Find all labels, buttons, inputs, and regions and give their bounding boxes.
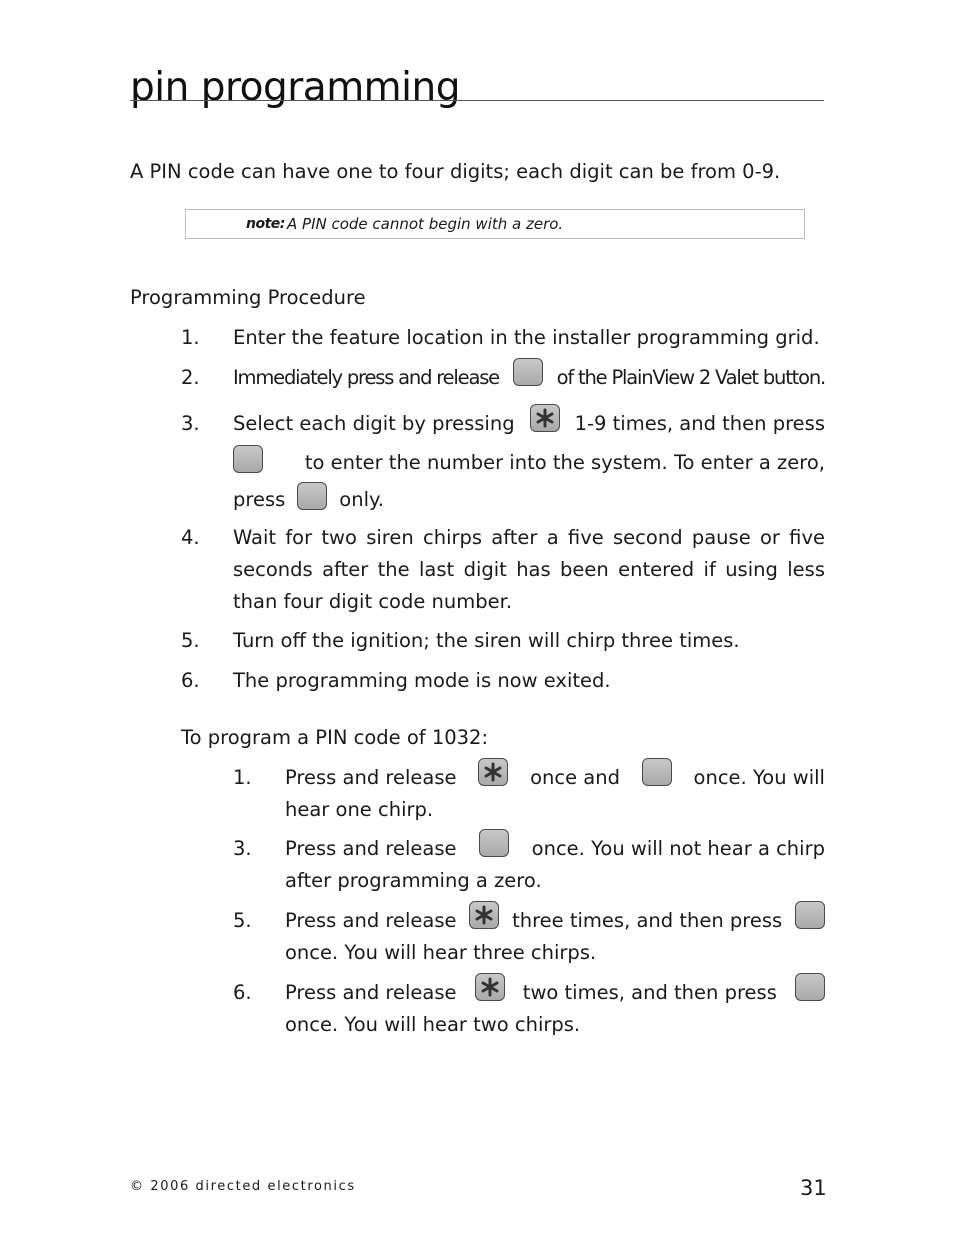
step-text: Wait for two siren chirps after a five second pause or five seconds after the last digit has been entered if using less than four digit code number. xyxy=(233,526,825,613)
step-number: 2. xyxy=(181,366,200,389)
valet-button-icon xyxy=(479,829,509,857)
page-number: 31 xyxy=(800,1176,827,1200)
step-text: to enter the number into the system. To enter a zero, xyxy=(304,451,825,474)
step-text: once. You will hear three chirps. xyxy=(285,941,597,964)
star-button-icon xyxy=(475,973,505,1001)
step-number: 5. xyxy=(233,909,252,932)
step-text: three times, and then press xyxy=(512,909,783,932)
star-button-icon xyxy=(478,758,508,786)
example-heading: To program a PIN code of 1032: xyxy=(181,726,489,749)
copyright-footer: © 2006 directed electronics xyxy=(130,1179,356,1194)
step-text: once and xyxy=(530,766,620,789)
procedure-heading: Programming Procedure xyxy=(130,286,366,309)
step-number: 3. xyxy=(181,412,200,435)
valet-button-icon xyxy=(513,358,543,386)
step-text: 1-9 times, and then press xyxy=(574,412,825,435)
page-title: pin programming xyxy=(130,65,460,110)
step-text: hear one chirp. xyxy=(285,798,434,821)
valet-button-icon xyxy=(795,973,825,1001)
step-text: two times, and then press xyxy=(522,981,777,1004)
step-number: 1. xyxy=(181,326,200,349)
step-text: of the PlainView 2 Valet button. xyxy=(556,366,825,389)
step-text: The programming mode is now exited. xyxy=(233,669,611,692)
step-text: Press and release xyxy=(285,981,457,1004)
step-text: press xyxy=(233,488,286,511)
step-number: 6. xyxy=(233,981,252,1004)
valet-button-icon xyxy=(297,482,327,510)
valet-button-icon xyxy=(642,758,672,786)
star-button-icon xyxy=(530,404,560,432)
step-number: 6. xyxy=(181,669,200,692)
step-text: Turn off the ignition; the siren will chirp three times. xyxy=(233,629,740,652)
title-rule xyxy=(130,100,824,101)
step-text: Select each digit by pressing xyxy=(233,412,515,435)
intro-text: A PIN code can have one to four digits; each digit can be from 0-9. xyxy=(130,160,781,183)
step-text: Immediately press and release xyxy=(233,366,499,389)
star-button-icon xyxy=(469,901,499,929)
step-number: 4. xyxy=(181,526,200,549)
step-text: Press and release xyxy=(285,909,457,932)
step-number: 5. xyxy=(181,629,200,652)
note-text: A PIN code cannot begin with a zero. xyxy=(287,215,564,233)
step-number: 1. xyxy=(233,766,252,789)
step-text: Press and release xyxy=(285,766,457,789)
step-text: only. xyxy=(339,488,384,511)
step-text: once. You will hear two chirps. xyxy=(285,1013,581,1036)
note-label: note: xyxy=(246,216,285,232)
step-text: once. You will not hear a chirp xyxy=(531,837,825,860)
valet-button-icon xyxy=(795,901,825,929)
step-text: after programming a zero. xyxy=(285,869,542,892)
valet-button-icon xyxy=(233,445,263,473)
step-text: once. You will xyxy=(693,766,825,789)
step-text: Enter the feature location in the installer programming grid. xyxy=(233,326,820,349)
step-number: 3. xyxy=(233,837,252,860)
step-text: Press and release xyxy=(285,837,457,860)
